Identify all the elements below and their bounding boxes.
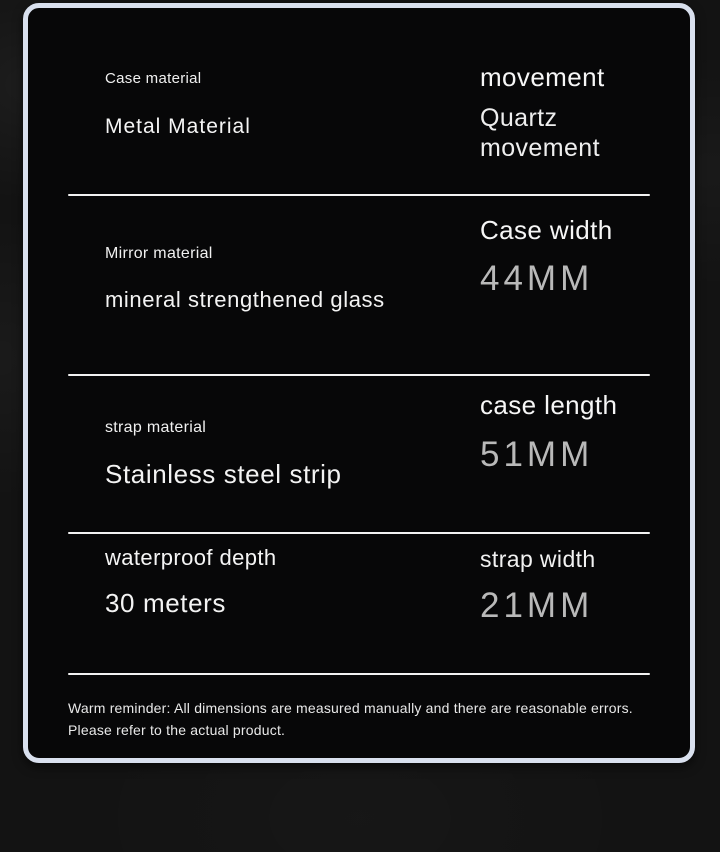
spec-label-strap-width: strap width: [480, 546, 596, 572]
spec-label-case-material: Case material: [105, 70, 202, 87]
spec-label-strap-material: strap material: [105, 419, 207, 436]
spec-card-content: [28, 8, 690, 758]
spec-label-case-length: case length: [480, 390, 618, 420]
spec-value-strap-width: 21MM: [480, 586, 594, 625]
spec-value-mirror-material: mineral strengthened glass: [105, 287, 385, 312]
spec-value-case-width: 44MM: [480, 259, 594, 298]
warm-reminder-text: [68, 698, 638, 741]
spec-label-case-width: Case width: [480, 215, 613, 245]
spec-label-movement: movement: [480, 62, 605, 92]
warm-reminder-line2: Please refer to the actual product.: [68, 721, 286, 738]
spec-label-waterproof-depth: waterproof depth: [105, 545, 277, 570]
product-spec-card: [23, 3, 695, 763]
spec-value-movement: Quartz movement: [480, 104, 600, 162]
row-divider: [68, 532, 650, 534]
spec-label-mirror-material: Mirror material: [105, 245, 213, 262]
spec-value-strap-material: Stainless steel strip: [105, 459, 342, 489]
spec-value-case-length: 51MM: [480, 435, 594, 474]
spec-value-waterproof-depth: 30 meters: [105, 588, 227, 618]
spec-value-case-material: Metal Material: [105, 115, 251, 138]
warm-reminder-line1: Warm reminder: All dimensions are measured manually and there are reasonable errors.: [68, 700, 633, 716]
row-divider: [68, 374, 650, 376]
row-divider: [68, 194, 650, 196]
row-divider: [68, 673, 650, 675]
